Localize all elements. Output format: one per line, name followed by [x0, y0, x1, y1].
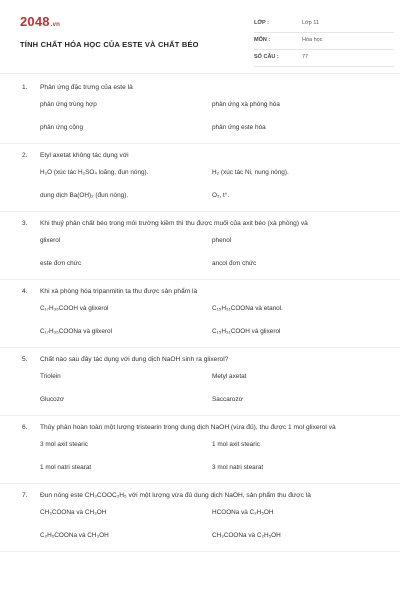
option-row [40, 524, 384, 547]
option-row [40, 184, 384, 207]
answer-option[interactable]: este đơn chức [40, 260, 82, 267]
question-stem: Khi xà phòng hóa tripanmitin ta thu được sản phẩm là [40, 288, 198, 295]
question-list [22, 76, 384, 552]
answer-option[interactable]: CH₃COONa và CH₃OH [40, 509, 107, 516]
option-row [40, 365, 384, 388]
meta-key: MÔN : [254, 37, 271, 43]
question-block [22, 484, 384, 552]
question-text [22, 76, 384, 93]
question-block [22, 280, 384, 348]
question-block [22, 144, 384, 212]
site-logo[interactable] [20, 14, 60, 29]
answer-options [40, 365, 384, 411]
question-stem: Đun nóng este CH₃COOC₂H₅ với một lượng vừa đủ dung dịch NaOH, sản phẩm thu được là [40, 492, 311, 499]
question-stem: Phản ứng đặc trưng của este là [40, 84, 133, 91]
answer-option[interactable]: Saccarozơ [212, 396, 243, 403]
question-number: 5. [22, 356, 28, 363]
option-row [40, 116, 384, 139]
option-row [40, 297, 384, 320]
question-text [22, 416, 384, 433]
meta-key: LỚP : [254, 20, 269, 26]
option-row [40, 433, 384, 456]
option-row [40, 93, 384, 116]
answer-option[interactable]: Glucozơ [40, 396, 65, 403]
option-row [40, 501, 384, 524]
question-divider [0, 551, 400, 552]
answer-option[interactable]: phản ứng xà phòng hóa [212, 101, 280, 108]
logo-suffix: .vn [50, 22, 61, 28]
option-row [40, 388, 384, 411]
question-stem: Thủy phân hoàn toàn một lượng tristearin trong dung dịch NaOH (vừa đủ), thu được 1 mol glixerol và [40, 424, 336, 431]
worksheet-header [18, 10, 384, 72]
answer-option[interactable]: C₁₇H₃₅COOH và glixerol [40, 305, 109, 312]
answer-options [40, 297, 384, 343]
meta-value: Hóa học [302, 37, 323, 43]
answer-option[interactable]: phản ứng cộng [40, 124, 84, 131]
option-row [40, 161, 384, 184]
question-text [22, 212, 384, 229]
question-text [22, 280, 384, 297]
answer-option[interactable]: H₂O (xúc tác H₂SO₄ loãng, đun nóng). [40, 169, 149, 176]
option-row [40, 320, 384, 343]
question-block [22, 76, 384, 144]
question-text [22, 348, 384, 365]
question-number: 4. [22, 288, 28, 295]
question-number: 2. [22, 152, 28, 159]
answer-options [40, 229, 384, 275]
question-block [22, 348, 384, 416]
answer-option[interactable]: 1 mol axit stearic [212, 441, 260, 448]
answer-options [40, 501, 384, 547]
header-divider [0, 73, 400, 74]
answer-options [40, 433, 384, 479]
answer-option[interactable]: C₁₇H₃₅COONa và glixerol [40, 328, 113, 335]
answer-option[interactable]: phản ứng trùng hợp [40, 101, 97, 108]
answer-option[interactable]: ancol đơn chức [212, 260, 257, 267]
option-row [40, 229, 384, 252]
question-text [22, 144, 384, 161]
meta-value: 77 [302, 54, 309, 60]
question-number: 3. [22, 220, 28, 227]
answer-option[interactable]: phản ứng este hóa [212, 124, 266, 131]
answer-option[interactable]: C₂H₅COONa và CH₃OH [40, 532, 109, 539]
answer-option[interactable]: glixerol [40, 237, 61, 244]
answer-option[interactable]: 1 mol natri stearat [40, 464, 92, 471]
question-stem: Chất nào sau đây tác dụng với dung dịch NaOH sinh ra glixerol? [40, 356, 229, 363]
answer-option[interactable]: HCOONa và C₂H₅OH [212, 509, 274, 516]
question-number: 6. [22, 424, 28, 431]
answer-option[interactable]: C₁₅H₃₁COOH và glixerol [212, 328, 281, 335]
question-block [22, 212, 384, 280]
answer-option[interactable]: dung dịch Ba(OH)₂ (đun nóng). [40, 192, 129, 199]
question-stem: Khi thuỷ phân chất béo trong môi trường kiềm thì thu được muối của axit béo (xà phòng) và [40, 220, 308, 227]
question-text [22, 484, 384, 501]
meta-info [254, 16, 394, 67]
answer-options [40, 161, 384, 207]
document-title: TÍNH CHẤT HÓA HỌC CỦA ESTE VÀ CHẤT BÉO [20, 40, 199, 49]
option-row [40, 456, 384, 479]
meta-key: SỐ CÂU : [254, 54, 279, 60]
answer-option[interactable]: phenol [212, 237, 232, 244]
question-number: 7. [22, 492, 28, 499]
answer-option[interactable]: Metyl axetat [212, 373, 247, 380]
answer-option[interactable]: Triolein [40, 373, 61, 380]
answer-options [40, 93, 384, 139]
answer-option[interactable]: 3 mol axit stearic [40, 441, 88, 448]
answer-option[interactable]: C₁₅H₃₁COONa và etanol. [212, 305, 283, 312]
logo-text: 2048 [20, 14, 50, 29]
question-block [22, 416, 384, 484]
question-number: 1. [22, 84, 28, 91]
option-row [40, 252, 384, 275]
answer-option[interactable]: 3 mol natri stearat [212, 464, 264, 471]
meta-row-subject [254, 33, 394, 50]
meta-row-grade [254, 16, 394, 33]
answer-option[interactable]: H₂ (xúc tác Ni, nung nóng). [212, 169, 289, 176]
answer-option[interactable]: CH₃COONa và C₂H₅OH [212, 532, 281, 539]
meta-row-count [254, 50, 394, 67]
question-stem: Etyl axetat không tác dụng với [40, 152, 129, 159]
meta-value: Lớp 11 [302, 20, 319, 26]
answer-option[interactable]: O₂, t°. [212, 192, 230, 199]
